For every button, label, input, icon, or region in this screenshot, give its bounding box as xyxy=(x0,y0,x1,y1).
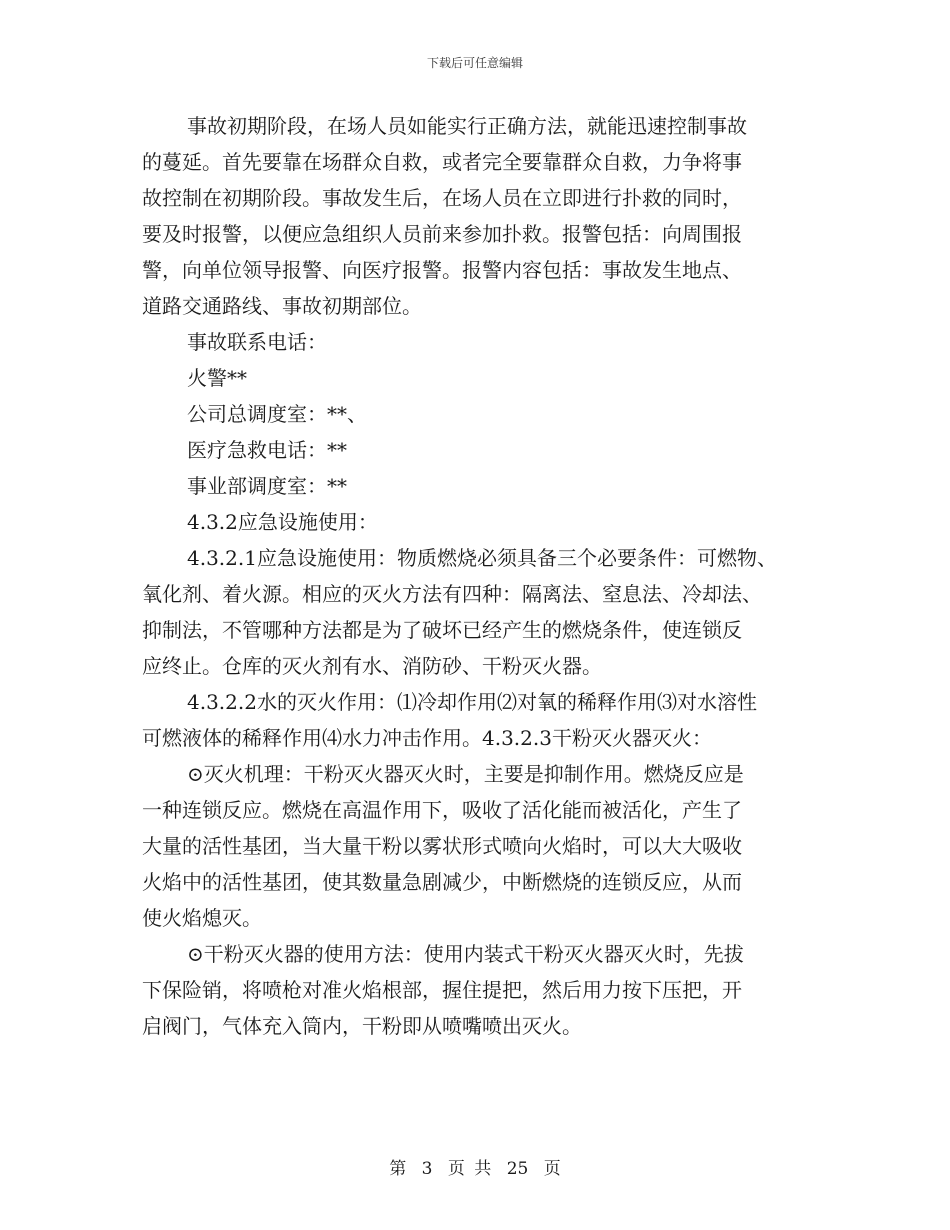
text-line: 氧化剂、着火源。相应的灭火方法有四种：隔离法、窒息法、冷却法、 xyxy=(142,582,762,606)
footer-middle: 页 共 xyxy=(447,1159,492,1179)
text-line: ⊙灭火机理：干粉灭火器灭火时，主要是抑制作用。燃烧反应是 xyxy=(187,762,744,786)
text-line: 大量的活性基团，当大量干粉以雾状形式喷向火焰时，可以大大吸收 xyxy=(142,834,742,858)
document-body xyxy=(142,108,832,1044)
text-line: 火焰中的活性基团，使其数量急剧减少，中断燃烧的连锁反应，从而 xyxy=(142,870,742,894)
text-line: 要及时报警，以便应急组织人员前来参加扑救。报警包括：向周围报 xyxy=(142,222,742,246)
text-line: 应终止。仓库的灭火剂有水、消防砂、干粉灭火器。 xyxy=(142,654,602,678)
text-line: 事业部调度室：** xyxy=(187,474,347,498)
text-line: 可燃液体的稀释作用⑷水力冲击作用。4.3.2.3干粉灭火器灭火： xyxy=(142,726,712,750)
text-line: 的蔓延。首先要靠在场群众自救，或者完全要靠群众自救，力争将事 xyxy=(142,150,742,174)
text-line: 一种连锁反应。燃烧在高温作用下，吸收了活化能而被活化，产生了 xyxy=(142,798,742,822)
text-line: 事故联系电话： xyxy=(187,330,327,354)
text-line: 启阀门，气体充入筒内，干粉即从喷嘴喷出灭火。 xyxy=(142,1014,582,1038)
text-line: 医疗急救电话：** xyxy=(187,438,347,462)
text-line: 使火焰熄灭。 xyxy=(142,906,262,930)
text-line: 4.3.2.1应急设施使用：物质燃烧必须具备三个必要条件：可燃物、 xyxy=(187,546,777,570)
footer-prefix: 第 xyxy=(389,1159,407,1179)
footer-total-pages: 25 xyxy=(506,1159,529,1179)
text-line: 抑制法，不管哪种方法都是为了破坏已经产生的燃烧条件，使连锁反 xyxy=(142,618,742,642)
footer-page-number: 3 xyxy=(421,1159,433,1179)
text-line: 下保险销，将喷枪对准火焰根部，握住提把，然后用力按下压把，开 xyxy=(142,978,742,1002)
text-line: 事故初期阶段，在场人员如能实行正确方法，就能迅速控制事故 xyxy=(187,114,747,138)
text-line: 4.3.2.2水的灭火作用：⑴冷却作用⑵对氧的稀释作用⑶对水溶性 xyxy=(187,690,757,714)
page-footer xyxy=(0,1154,950,1179)
text-line: 4.3.2应急设施使用： xyxy=(187,510,378,534)
text-line: 火警** xyxy=(187,366,247,390)
text-line: 警，向单位领导报警、向医疗报警。报警内容包括：事故发生地点、 xyxy=(142,258,742,282)
text-line: 道路交通路线、事故初期部位。 xyxy=(142,294,422,318)
header-note: 下载后可任意编辑 xyxy=(426,56,523,70)
text-line: 故控制在初期阶段。事故发生后，在场人员在立即进行扑救的同时， xyxy=(142,186,742,210)
footer-suffix: 页 xyxy=(543,1159,561,1179)
text-line: 公司总调度室：**、 xyxy=(187,402,367,426)
text-line: ⊙干粉灭火器的使用方法：使用内装式干粉灭火器灭火时，先拔 xyxy=(187,942,744,966)
